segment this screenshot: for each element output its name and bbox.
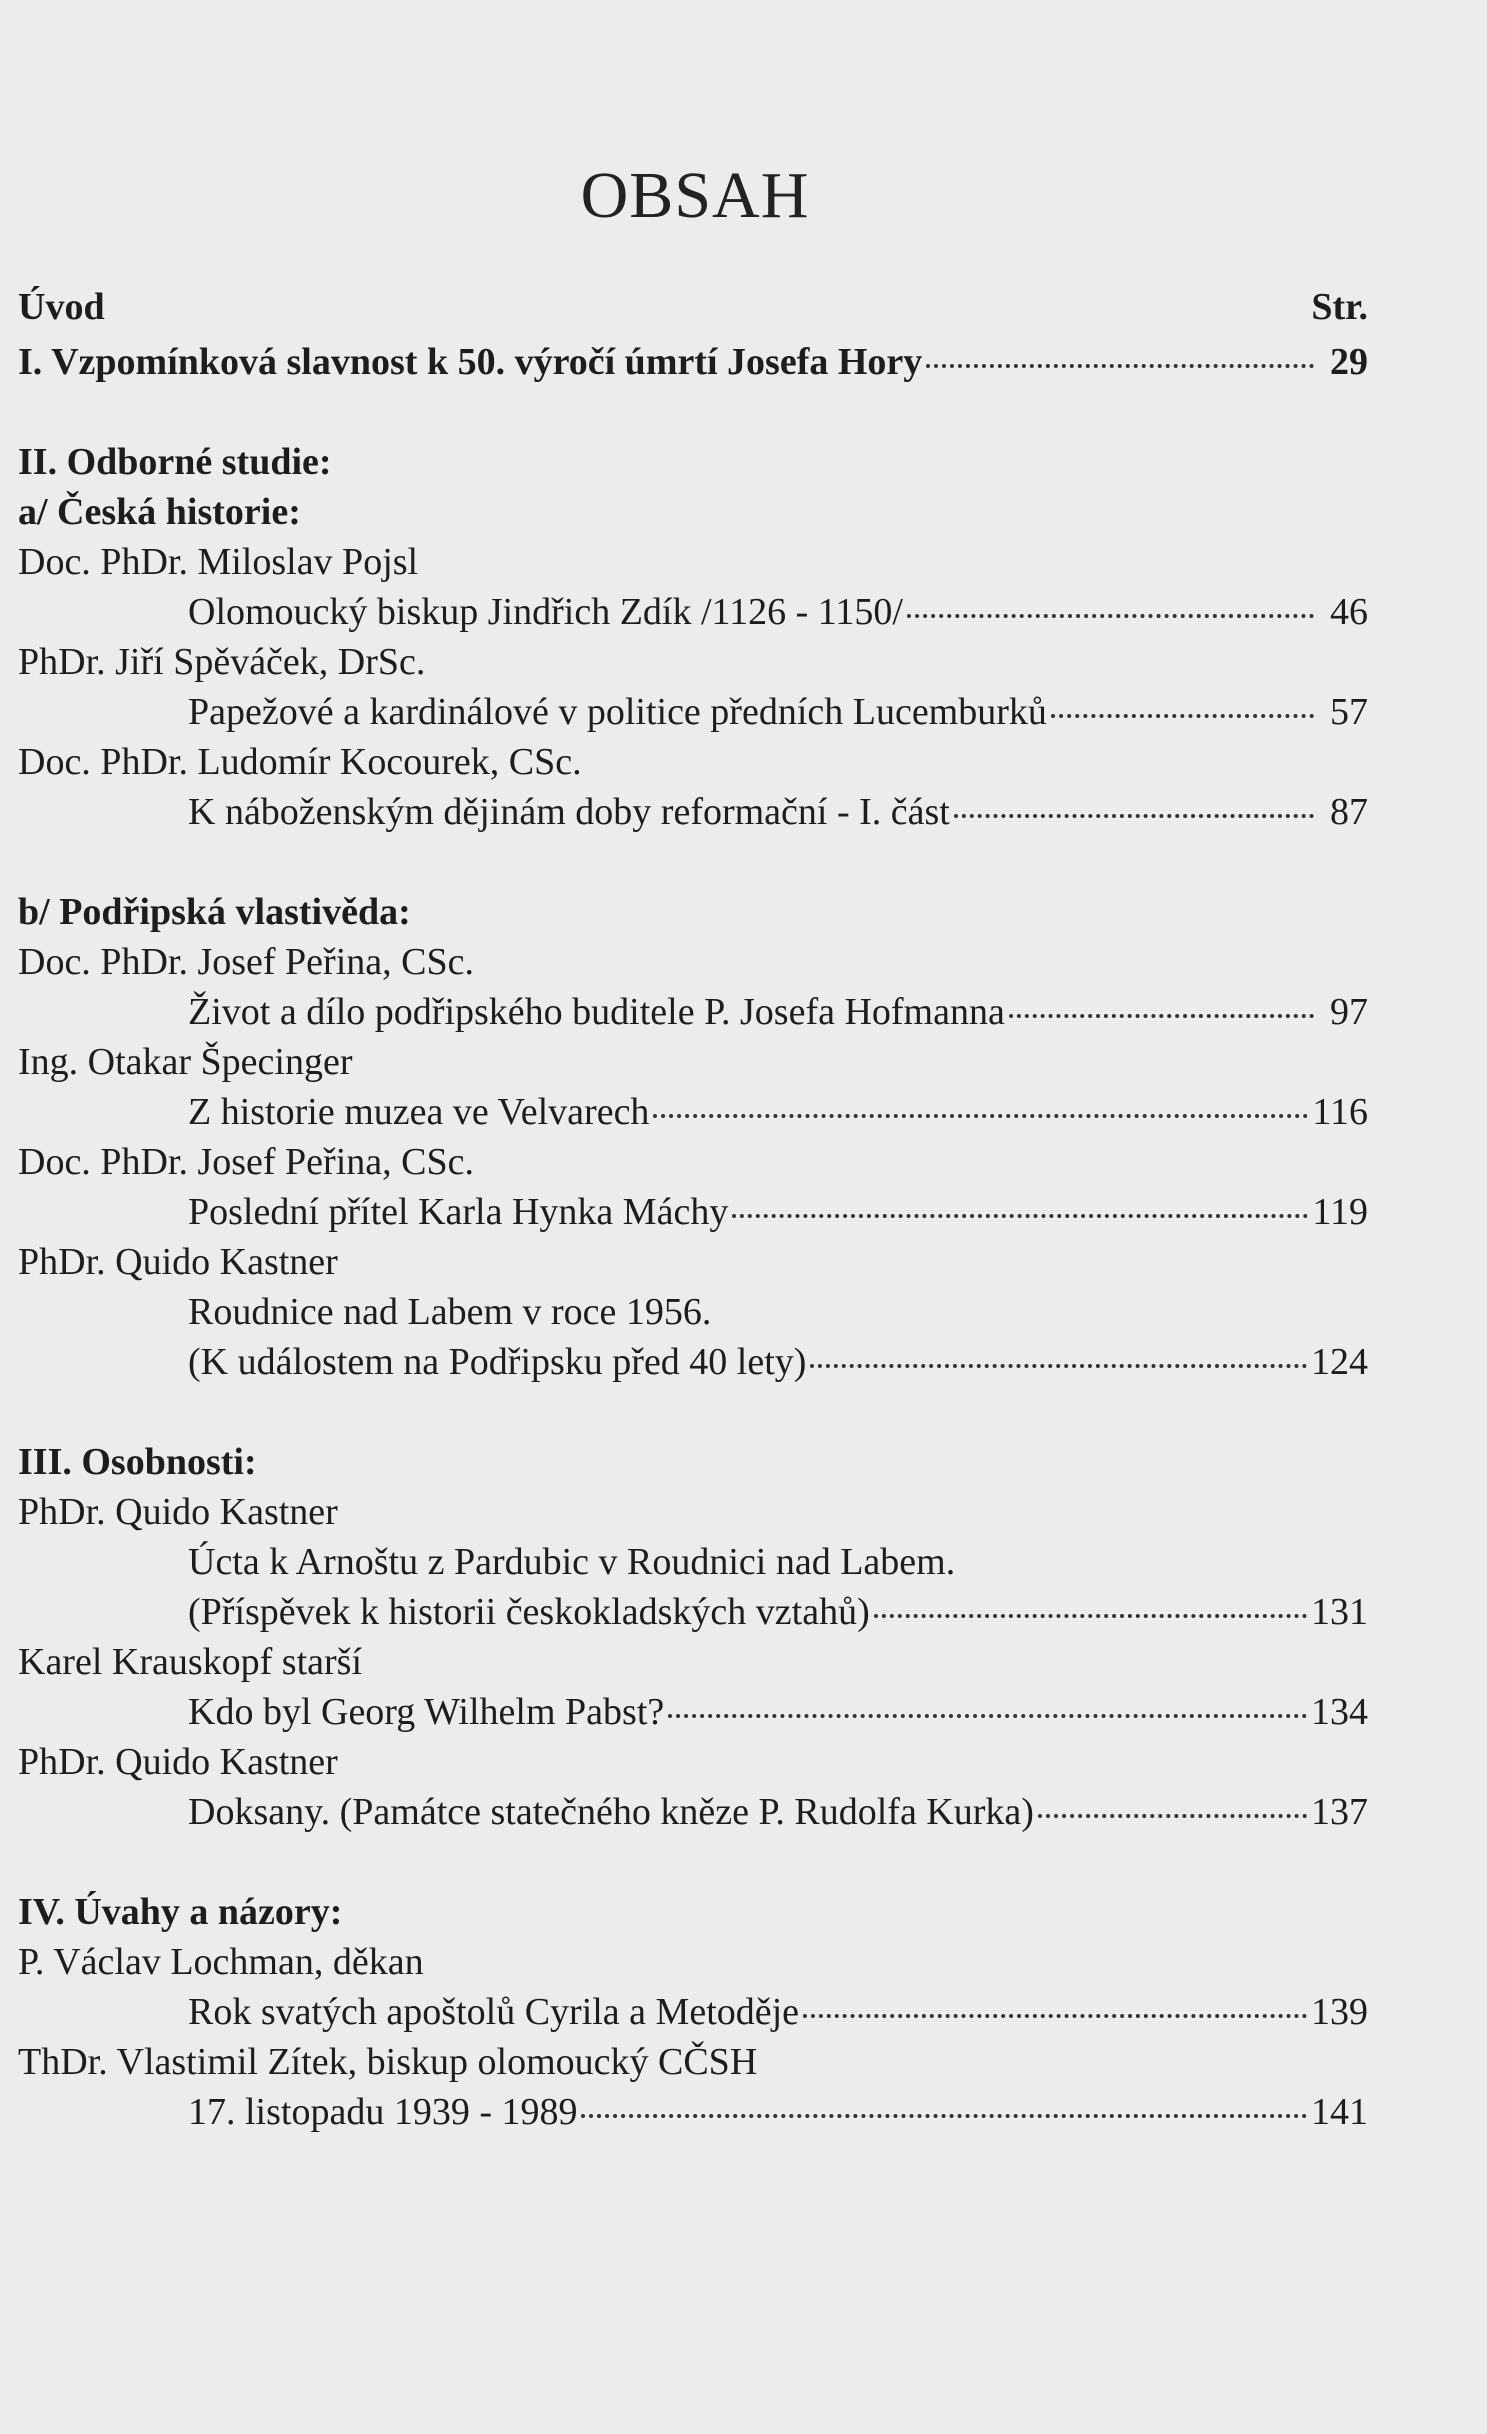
page-number: 131	[1311, 1591, 1368, 1633]
page-number: 97	[1330, 991, 1368, 1033]
section-gap	[18, 1840, 1368, 1890]
author-name-text: PhDr. Quido Kastner	[18, 1741, 338, 1783]
leader-dots	[668, 1710, 1307, 1718]
section-heading	[18, 1440, 1368, 1490]
page-column-label: Str.	[1311, 286, 1368, 328]
section-heading	[18, 490, 1368, 540]
article-entry-text: Z historie muzea ve Velvarech	[188, 1091, 650, 1133]
page-number: 137	[1311, 1791, 1368, 1833]
section-heading-text: I. Vzpomínková slavnost k 50. výročí úmrtí Josefa Hory	[18, 341, 923, 383]
article-entry-text: Život a dílo podřipského buditele P. Josefa Hofmanna	[188, 991, 1005, 1033]
author-name-text: Ing. Otakar Špecinger	[18, 1041, 353, 1083]
page-number: 57	[1330, 691, 1368, 733]
author-name	[18, 540, 1368, 590]
page-number: 29	[1330, 341, 1368, 383]
leader-dots	[1009, 1010, 1314, 1018]
author-name-text: PhDr. Quido Kastner	[18, 1241, 338, 1283]
author-name	[18, 1490, 1368, 1540]
leader-dots	[874, 1610, 1307, 1618]
section-heading-text: II. Odborné studie:	[18, 441, 332, 483]
article-entry	[18, 990, 1368, 1040]
section-heading	[18, 1890, 1368, 1940]
author-name	[18, 1240, 1368, 1290]
article-entry-text: Olomoucký biskup Jindřich Zdík /1126 - 1150/	[188, 591, 903, 633]
leader-dots	[1051, 710, 1314, 718]
article-entry-text: Papežové a kardinálové v politice předních Lucemburků	[188, 691, 1047, 733]
article-entry	[18, 1090, 1368, 1140]
author-name	[18, 940, 1368, 990]
leader-dots	[1038, 1810, 1307, 1818]
author-name-text: PhDr. Jiří Spěváček, DrSc.	[18, 641, 426, 683]
leader-dots	[803, 2010, 1307, 2018]
leader-dots	[954, 810, 1314, 818]
author-name	[18, 1940, 1368, 1990]
article-entry-text: (Příspěvek k historii českokladských vztahů)	[188, 1591, 870, 1633]
author-name	[18, 1140, 1368, 1190]
author-name-text: Doc. PhDr. Ludomír Kocourek, CSc.	[18, 741, 582, 783]
article-entry	[18, 1790, 1368, 1840]
section-heading-text: b/ Podřipská vlastivěda:	[18, 891, 411, 933]
author-name	[18, 1640, 1368, 1690]
toc-header	[18, 285, 1368, 329]
table-of-contents	[18, 340, 1368, 2140]
author-name-text: Doc. PhDr. Josef Peřina, CSc.	[18, 941, 474, 983]
article-entry-text: 17. listopadu 1939 - 1989	[188, 2091, 578, 2133]
article-entry	[18, 590, 1368, 640]
leader-dots	[810, 1360, 1307, 1368]
article-entry	[18, 1540, 1368, 1590]
intro-heading: Úvod	[18, 286, 105, 328]
page-number: 124	[1311, 1341, 1368, 1383]
article-entry	[18, 690, 1368, 740]
author-name-text: Karel Krauskopf starší	[18, 1641, 363, 1683]
page-number: 139	[1311, 1991, 1368, 2033]
leader-dots	[907, 610, 1314, 618]
author-name	[18, 2040, 1368, 2090]
article-entry-text: K náboženským dějinám doby reformační - I. část	[188, 791, 950, 833]
author-name-text: Doc. PhDr. Miloslav Pojsl	[18, 541, 419, 583]
section-gap	[18, 1390, 1368, 1440]
article-entry-text: Doksany. (Památce statečného kněze P. Rudolfa Kurka)	[188, 1791, 1034, 1833]
section-heading-text: a/ Česká historie:	[18, 491, 301, 533]
page-number: 46	[1330, 591, 1368, 633]
article-entry	[18, 2090, 1368, 2140]
section-heading-text: III. Osobnosti:	[18, 1441, 257, 1483]
author-name	[18, 1040, 1368, 1090]
article-entry	[18, 1990, 1368, 2040]
article-entry-text: Rok svatých apoštolů Cyrila a Metoděje	[188, 1991, 800, 2033]
page-title: OBSAH	[580, 159, 810, 232]
article-entry	[18, 1690, 1368, 1740]
article-entry-text: Poslední přítel Karla Hynka Máchy	[188, 1191, 729, 1233]
article-entry	[18, 1290, 1368, 1340]
author-name-text: ThDr. Vlastimil Zítek, biskup olomoucký CČSH	[18, 2041, 758, 2083]
section-heading-text: IV. Úvahy a názory:	[18, 1891, 343, 1933]
section-heading	[18, 340, 1368, 390]
article-entry	[18, 1340, 1368, 1390]
leader-dots	[581, 2110, 1307, 2118]
page-number: 134	[1311, 1691, 1368, 1733]
page-number: 116	[1312, 1091, 1368, 1133]
section-heading	[18, 890, 1368, 940]
section-gap	[18, 840, 1368, 890]
leader-dots	[926, 360, 1314, 368]
page-number: 119	[1312, 1191, 1368, 1233]
author-name	[18, 640, 1368, 690]
article-entry-text: Úcta k Arnoštu z Pardubic v Roudnici nad Labem.	[188, 1541, 956, 1583]
author-name	[18, 740, 1368, 790]
article-entry-text: (K událostem na Podřipsku před 40 lety)	[188, 1341, 807, 1383]
page-number: 87	[1330, 791, 1368, 833]
article-entry-text: Roudnice nad Labem v roce 1956.	[188, 1291, 712, 1333]
article-entry	[18, 1590, 1368, 1640]
leader-dots	[653, 1110, 1308, 1118]
section-heading	[18, 440, 1368, 490]
article-entry	[18, 1190, 1368, 1240]
author-name-text: PhDr. Quido Kastner	[18, 1491, 338, 1533]
leader-dots	[732, 1210, 1308, 1218]
author-name	[18, 1740, 1368, 1790]
author-name-text: Doc. PhDr. Josef Peřina, CSc.	[18, 1141, 474, 1183]
page-number: 141	[1311, 2091, 1368, 2133]
section-gap	[18, 390, 1368, 440]
article-entry	[18, 790, 1368, 840]
author-name-text: P. Václav Lochman, děkan	[18, 1941, 424, 1983]
article-entry-text: Kdo byl Georg Wilhelm Pabst?	[188, 1691, 665, 1733]
